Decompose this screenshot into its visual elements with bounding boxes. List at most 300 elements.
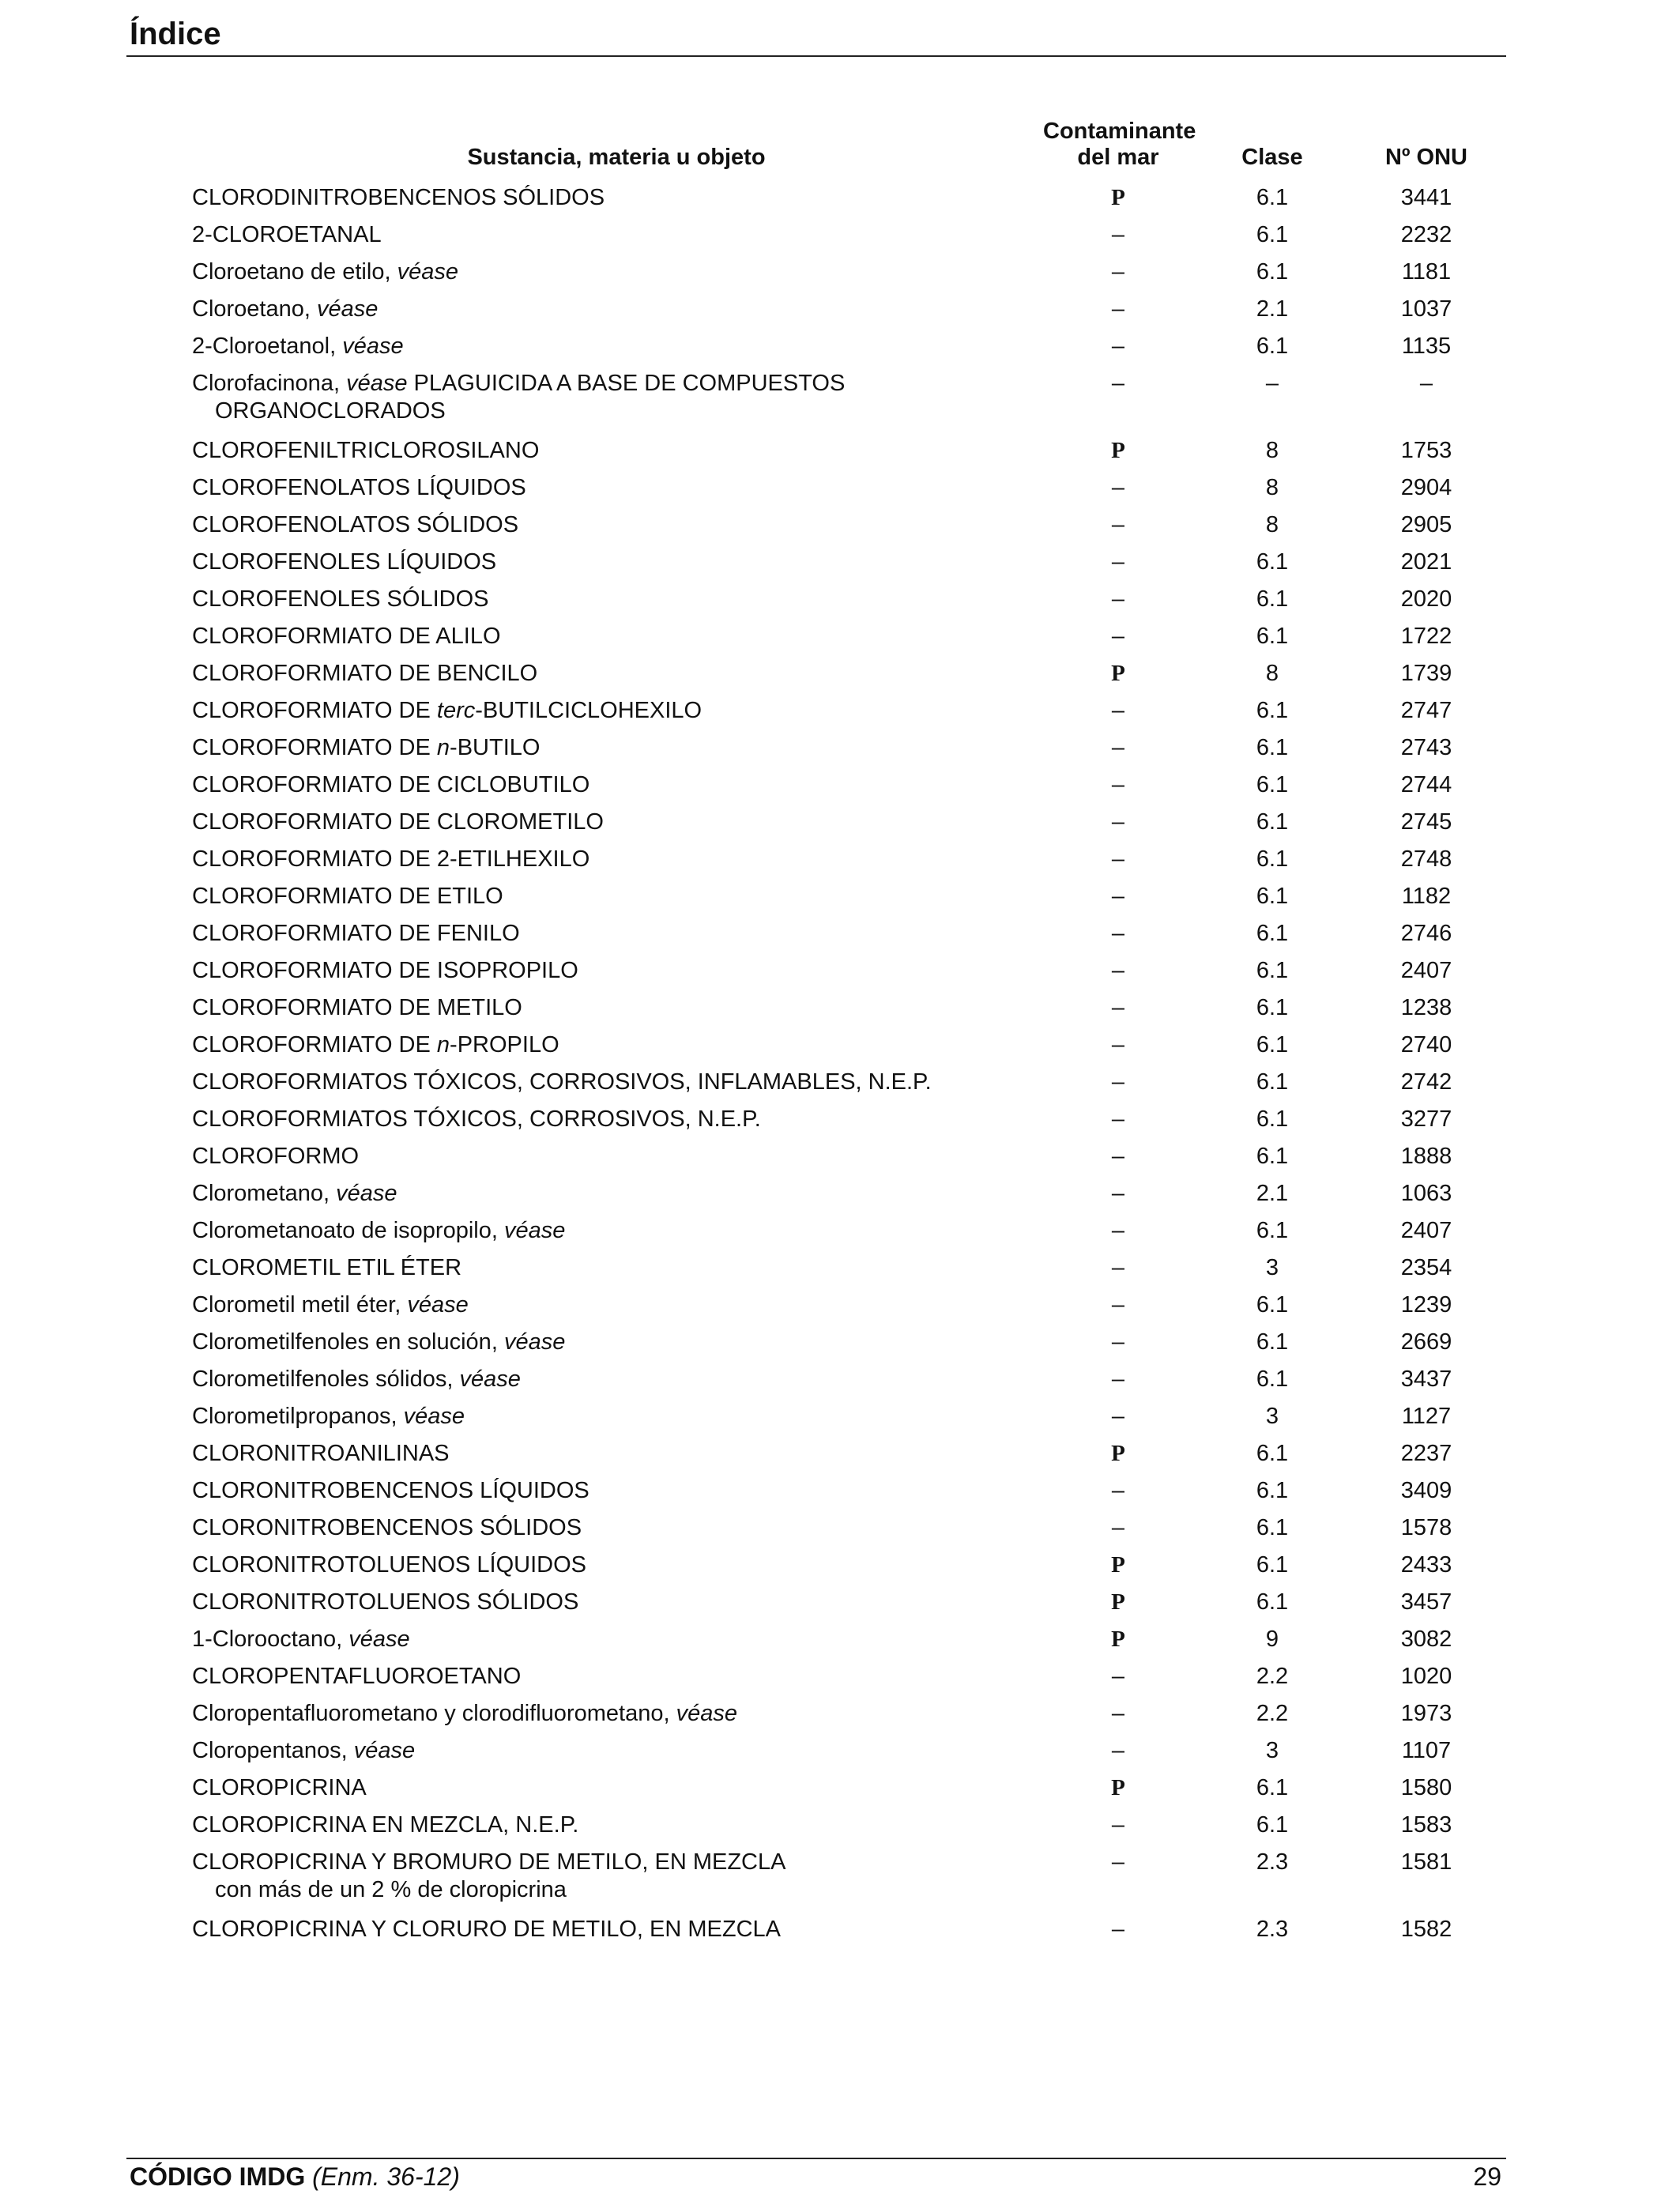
substance-name-text: CLOROPICRINA Y CLORURO DE METILO, EN MEZCLA xyxy=(192,1917,782,1942)
substance-name xyxy=(190,1325,1043,1362)
substance-name-italic: n xyxy=(436,735,450,760)
page-footer xyxy=(126,2158,1506,2194)
substance-name xyxy=(190,1287,1043,1325)
index-table xyxy=(190,119,1501,1949)
table-row xyxy=(190,1250,1501,1287)
un-number-cell: 2747 xyxy=(1400,698,1452,723)
class-cell: 6.1 xyxy=(1256,1589,1289,1615)
substance-name-text: CLOROFORMIATO DE FENILO xyxy=(192,921,520,946)
substance-name-text: CLOROFORMO xyxy=(192,1144,360,1169)
substance-name-italic: véase xyxy=(459,1367,521,1392)
table-row xyxy=(190,730,1501,767)
substance-name-text: CLOROFORMIATO DE ALILO xyxy=(192,624,501,649)
substance-name xyxy=(190,180,1043,217)
substance-name xyxy=(190,507,1043,545)
column-header-un-number: Nº ONU xyxy=(1384,145,1468,170)
marine-pollutant-cell: – xyxy=(1111,371,1125,396)
substance-name xyxy=(190,990,1043,1027)
substance-name-italic: véase xyxy=(676,1701,737,1726)
table-row xyxy=(190,1213,1501,1250)
table-row xyxy=(190,1436,1501,1473)
substance-name-text: CLORODINITROBENCENOS SÓLIDOS xyxy=(192,185,605,210)
class-cell: 6.1 xyxy=(1256,334,1289,359)
substance-name-text: -PROPILO xyxy=(450,1032,559,1057)
substance-name-text: CLORONITROBENCENOS SÓLIDOS xyxy=(192,1515,582,1540)
page-title: Índice xyxy=(130,17,221,51)
page-number: 29 xyxy=(1473,2162,1501,2191)
substance-name-text: CLOROFORMIATO DE CLOROMETILO xyxy=(192,809,604,835)
substance-name-text: CLORONITROTOLUENOS LÍQUIDOS xyxy=(192,1552,586,1578)
substance-name xyxy=(190,1027,1043,1065)
table-row xyxy=(190,1547,1501,1585)
substance-name xyxy=(190,433,1043,470)
substance-name xyxy=(190,470,1043,507)
un-number-cell: 1888 xyxy=(1400,1144,1452,1169)
un-number-cell: 3441 xyxy=(1400,185,1452,210)
header-row xyxy=(190,119,1501,180)
marine-pollutant-cell: – xyxy=(1111,475,1125,500)
class-cell: 6.1 xyxy=(1256,772,1289,797)
class-cell: 6.1 xyxy=(1256,735,1289,760)
class-cell: 6.1 xyxy=(1256,1218,1289,1243)
marine-pollutant-cell: – xyxy=(1111,1292,1125,1318)
substance-name xyxy=(190,656,1043,693)
table-row xyxy=(190,1325,1501,1362)
table-row xyxy=(190,990,1501,1027)
substance-name-italic: véase xyxy=(348,1627,410,1652)
class-cell: 6.1 xyxy=(1256,1367,1289,1392)
table-row xyxy=(190,1287,1501,1325)
marine-pollutant-cell: P xyxy=(1111,1775,1125,1800)
substance-name xyxy=(190,1250,1043,1287)
un-number-cell: 2746 xyxy=(1400,921,1452,946)
marine-pollutant-cell: – xyxy=(1111,222,1125,247)
class-cell: 6.1 xyxy=(1256,1032,1289,1057)
marine-pollutant-cell: – xyxy=(1111,1664,1125,1689)
class-cell: 8 xyxy=(1265,475,1279,500)
substance-name xyxy=(190,1436,1043,1473)
un-number-cell: 1753 xyxy=(1400,438,1452,463)
table-row xyxy=(190,1176,1501,1213)
substance-name-text: CLOROFORMIATO DE METILO xyxy=(192,995,522,1020)
table-row xyxy=(190,1808,1501,1845)
class-cell: 6.1 xyxy=(1256,958,1289,983)
marine-pollutant-cell: – xyxy=(1111,1255,1125,1280)
substance-name xyxy=(190,953,1043,990)
table-row xyxy=(190,433,1501,470)
un-number-cell: 2740 xyxy=(1400,1032,1452,1057)
substance-name-text: CLORONITROBENCENOS LÍQUIDOS xyxy=(192,1478,590,1503)
table-row xyxy=(190,582,1501,619)
marine-pollutant-cell: – xyxy=(1111,809,1125,835)
substance-name xyxy=(190,916,1043,953)
un-number-cell: 1239 xyxy=(1400,1292,1452,1318)
table-header xyxy=(190,119,1501,180)
substance-name-continuation xyxy=(192,398,1043,425)
un-number-cell: 2904 xyxy=(1400,475,1452,500)
substance-name xyxy=(190,1585,1043,1622)
un-number-cell: 1580 xyxy=(1400,1775,1452,1800)
table-row xyxy=(190,470,1501,507)
substance-name-text: CLOROFORMIATO DE BENCILO xyxy=(192,661,538,686)
table-row xyxy=(190,619,1501,656)
class-cell: 2.2 xyxy=(1256,1701,1289,1726)
table-row xyxy=(190,366,1501,433)
marine-pollutant-cell: P xyxy=(1111,185,1125,210)
un-number-cell: 1722 xyxy=(1400,624,1452,649)
marine-pollutant-cell: – xyxy=(1111,995,1125,1020)
substance-name xyxy=(190,767,1043,805)
class-cell: 6.1 xyxy=(1256,884,1289,909)
un-number-cell: 2407 xyxy=(1400,958,1452,983)
substance-name xyxy=(190,582,1043,619)
substance-name-italic: véase xyxy=(397,259,458,285)
class-cell: 6.1 xyxy=(1256,809,1289,835)
marine-pollutant-cell: – xyxy=(1111,512,1125,537)
substance-name-text: Cloroetano, xyxy=(192,296,317,322)
class-cell: 6.1 xyxy=(1256,1329,1289,1355)
substance-name-italic: véase xyxy=(407,1292,469,1318)
un-number-cell: 1037 xyxy=(1400,296,1452,322)
un-number-cell: 1135 xyxy=(1401,334,1452,359)
table-row xyxy=(190,879,1501,916)
substance-name-text: CLOROFORMIATO DE ETILO xyxy=(192,884,503,909)
un-number-cell: 1739 xyxy=(1400,661,1452,686)
table-body xyxy=(190,180,1501,1949)
page-header xyxy=(126,14,1506,57)
substance-name-continuation-text: con más de un 2 % de cloropicrina xyxy=(215,1877,567,1902)
marine-pollutant-cell: – xyxy=(1111,921,1125,946)
class-cell: 2.1 xyxy=(1256,1181,1289,1206)
table-row xyxy=(190,507,1501,545)
table-row xyxy=(190,1845,1501,1912)
table-row xyxy=(190,1027,1501,1065)
marine-pollutant-cell: – xyxy=(1111,1849,1125,1875)
substance-name-text: CLOROFORMIATO DE xyxy=(192,1032,437,1057)
un-number-cell: 3082 xyxy=(1400,1627,1452,1652)
marine-pollutant-cell: – xyxy=(1111,1478,1125,1503)
table-row xyxy=(190,217,1501,254)
substance-name-italic: véase xyxy=(317,296,379,322)
class-cell: 6.1 xyxy=(1256,586,1289,612)
marine-pollutant-cell: – xyxy=(1111,586,1125,612)
substance-name xyxy=(190,292,1043,329)
class-cell: 6.1 xyxy=(1256,624,1289,649)
un-number-cell: 1181 xyxy=(1401,259,1452,285)
table-row xyxy=(190,805,1501,842)
substance-name xyxy=(190,619,1043,656)
substance-name-text: CLOROFORMIATO DE xyxy=(192,735,437,760)
class-cell: 2.1 xyxy=(1256,296,1289,322)
substance-name-continuation-text: ORGANOCLORADOS xyxy=(215,398,446,424)
marine-pollutant-cell: P xyxy=(1111,661,1125,686)
substance-name-text: CLOROFORMIATO DE CICLOBUTILO xyxy=(192,772,590,797)
substance-name-italic: terc xyxy=(436,698,476,723)
substance-name-text: CLOROFENOLES SÓLIDOS xyxy=(192,586,489,612)
un-number-cell: 2021 xyxy=(1400,549,1452,575)
substance-name-text: 2-CLOROETANAL xyxy=(192,222,382,247)
un-number-cell: – xyxy=(1419,371,1433,396)
substance-name xyxy=(190,1696,1043,1733)
class-cell: 6.1 xyxy=(1256,185,1289,210)
substance-name-text: 1-Clorooctano, xyxy=(192,1627,349,1652)
marine-pollutant-cell: – xyxy=(1111,1106,1125,1132)
footer-code xyxy=(130,2162,460,2191)
substance-name-continuation xyxy=(192,1876,1043,1904)
marine-pollutant-cell: – xyxy=(1111,1404,1125,1429)
substance-name-italic: véase xyxy=(342,334,404,359)
marine-pollutant-cell: – xyxy=(1111,1144,1125,1169)
substance-name-italic: véase xyxy=(503,1329,566,1355)
substance-name xyxy=(190,693,1043,730)
class-cell: 8 xyxy=(1265,438,1279,463)
substance-name xyxy=(190,1473,1043,1510)
substance-name xyxy=(190,805,1043,842)
table-row xyxy=(190,1733,1501,1770)
substance-name-text: CLOROPICRINA Y BROMURO DE METILO, EN MEZCLA xyxy=(192,1849,786,1875)
un-number-cell: 2905 xyxy=(1400,512,1452,537)
class-cell: 8 xyxy=(1265,512,1279,537)
substance-name xyxy=(190,254,1043,292)
class-cell: – xyxy=(1265,371,1279,396)
class-cell: 3 xyxy=(1265,1255,1279,1280)
substance-name-text: CLOROFORMIATO DE xyxy=(192,698,437,723)
footer-amendment: (Enm. 36-12) xyxy=(312,2162,460,2191)
table-row xyxy=(190,1510,1501,1547)
substance-name xyxy=(190,1547,1043,1585)
substance-name xyxy=(190,1065,1043,1102)
table-row xyxy=(190,545,1501,582)
class-cell: 6.1 xyxy=(1256,1552,1289,1578)
un-number-cell: 2744 xyxy=(1400,772,1452,797)
substance-name-text: Clorometilfenoles en solución, xyxy=(192,1329,504,1355)
table-row xyxy=(190,953,1501,990)
substance-name-text: Clorometano, xyxy=(192,1181,337,1206)
substance-name-text: CLOROPICRINA xyxy=(192,1775,367,1800)
substance-name-text: Cloroetano de etilo, xyxy=(192,259,397,285)
substance-name-text: Cloropentanos, xyxy=(192,1738,354,1763)
class-cell: 6.1 xyxy=(1256,1441,1289,1466)
substance-name xyxy=(190,1399,1043,1436)
marine-pollutant-cell: – xyxy=(1111,772,1125,797)
substance-name-text: Clorometil metil éter, xyxy=(192,1292,408,1318)
class-cell: 6.1 xyxy=(1256,1478,1289,1503)
substance-name-italic: véase xyxy=(336,1181,397,1206)
un-number-cell: 3437 xyxy=(1400,1367,1452,1392)
substance-name xyxy=(190,1912,1043,1949)
substance-name-text: CLOROFORMIATOS TÓXICOS, CORROSIVOS, N.E.P. xyxy=(192,1106,761,1132)
substance-name-text: CLOROMETIL ETIL ÉTER xyxy=(192,1255,462,1280)
marine-pollutant-cell: – xyxy=(1111,1069,1125,1095)
class-cell: 2.3 xyxy=(1256,1849,1289,1875)
substance-name-text: -BUTILCICLOHEXILO xyxy=(475,698,703,723)
substance-name-text: PLAGUICIDA A BASE DE COMPUESTOS xyxy=(407,371,846,396)
marine-pollutant-cell: – xyxy=(1111,958,1125,983)
marine-pollutant-cell: – xyxy=(1111,1367,1125,1392)
substance-name xyxy=(190,879,1043,916)
marine-pollutant-cell: – xyxy=(1111,549,1125,575)
class-cell: 6.1 xyxy=(1256,921,1289,946)
class-cell: 2.2 xyxy=(1256,1664,1289,1689)
un-number-cell: 3457 xyxy=(1400,1589,1452,1615)
table-row xyxy=(190,1770,1501,1808)
table-row xyxy=(190,329,1501,366)
table-row xyxy=(190,1912,1501,1949)
table-row xyxy=(190,254,1501,292)
marine-pollutant-cell: – xyxy=(1111,1812,1125,1838)
substance-name-text: 2-Cloroetanol, xyxy=(192,334,343,359)
substance-name-text: CLORONITROTOLUENOS SÓLIDOS xyxy=(192,1589,579,1615)
un-number-cell: 1582 xyxy=(1400,1917,1452,1942)
substance-name xyxy=(190,1659,1043,1696)
table-row xyxy=(190,1102,1501,1139)
substance-name-italic: véase xyxy=(346,371,408,396)
marine-pollutant-cell: – xyxy=(1111,698,1125,723)
substance-name-italic: véase xyxy=(403,1404,465,1429)
un-number-cell: 2237 xyxy=(1400,1441,1452,1466)
substance-name-text: Clorofacinona, xyxy=(192,371,347,396)
column-header-class: Clase xyxy=(1241,145,1303,170)
class-cell: 3 xyxy=(1265,1738,1279,1763)
column-header-substance: Sustancia, materia u objeto xyxy=(467,145,766,170)
un-number-cell: 1581 xyxy=(1400,1849,1452,1875)
substance-name xyxy=(190,1139,1043,1176)
un-number-cell: 2669 xyxy=(1400,1329,1452,1355)
un-number-cell: 1107 xyxy=(1401,1738,1452,1763)
class-cell: 2.3 xyxy=(1256,1917,1289,1942)
substance-name xyxy=(190,842,1043,879)
class-cell: 6.1 xyxy=(1256,259,1289,285)
class-cell: 6.1 xyxy=(1256,698,1289,723)
substance-name xyxy=(190,1622,1043,1659)
substance-name-text: Clorometanoato de isopropilo, xyxy=(192,1218,504,1243)
marine-pollutant-cell: – xyxy=(1111,1701,1125,1726)
substance-name xyxy=(190,1510,1043,1547)
substance-name-text: CLOROFORMIATO DE ISOPROPILO xyxy=(192,958,578,983)
footer-code-name: CÓDIGO IMDG xyxy=(130,2162,306,2191)
class-cell: 6.1 xyxy=(1256,549,1289,575)
marine-pollutant-cell: P xyxy=(1111,1441,1125,1466)
substance-name xyxy=(190,329,1043,366)
un-number-cell: 2745 xyxy=(1400,809,1452,835)
substance-name-text: CLOROFORMIATO DE 2-ETILHEXILO xyxy=(192,846,590,872)
marine-pollutant-cell: – xyxy=(1111,296,1125,322)
substance-name xyxy=(190,1102,1043,1139)
substance-name-text: -BUTILO xyxy=(450,735,541,760)
marine-pollutant-cell: – xyxy=(1111,1181,1125,1206)
table-row xyxy=(190,656,1501,693)
substance-name xyxy=(190,217,1043,254)
column-header-marine-pollutant-line2: del mar xyxy=(1077,145,1159,170)
table-row xyxy=(190,1065,1501,1102)
class-cell: 9 xyxy=(1265,1627,1279,1652)
class-cell: 6.1 xyxy=(1256,1069,1289,1095)
un-number-cell: 2743 xyxy=(1400,735,1452,760)
marine-pollutant-cell: – xyxy=(1111,735,1125,760)
substance-name-text: CLOROFENOLES LÍQUIDOS xyxy=(192,549,497,575)
un-number-cell: 1583 xyxy=(1400,1812,1452,1838)
table-row xyxy=(190,1399,1501,1436)
table-row xyxy=(190,1585,1501,1622)
marine-pollutant-cell: P xyxy=(1111,1552,1125,1578)
marine-pollutant-cell: P xyxy=(1111,1627,1125,1652)
table-row xyxy=(190,1696,1501,1733)
substance-name-text: CLOROPENTAFLUOROETANO xyxy=(192,1664,522,1689)
marine-pollutant-cell: – xyxy=(1111,884,1125,909)
substance-name xyxy=(190,1770,1043,1808)
class-cell: 6.1 xyxy=(1256,1144,1289,1169)
table-row xyxy=(190,842,1501,879)
substance-name-italic: véase xyxy=(503,1218,566,1243)
class-cell: 6.1 xyxy=(1256,846,1289,872)
un-number-cell: 2748 xyxy=(1400,846,1452,872)
un-number-cell: 1182 xyxy=(1401,884,1452,909)
substance-name-text: Clorometilpropanos, xyxy=(192,1404,404,1429)
un-number-cell: 1578 xyxy=(1400,1515,1452,1540)
class-cell: 6.1 xyxy=(1256,222,1289,247)
substance-name xyxy=(190,1845,1043,1912)
marine-pollutant-cell: – xyxy=(1111,846,1125,872)
un-number-cell: 1238 xyxy=(1400,995,1452,1020)
marine-pollutant-cell: – xyxy=(1111,624,1125,649)
un-number-cell: 3409 xyxy=(1400,1478,1452,1503)
substance-name-text: Clorometilfenoles sólidos, xyxy=(192,1367,460,1392)
substance-name xyxy=(190,1176,1043,1213)
class-cell: 6.1 xyxy=(1256,1812,1289,1838)
substance-name xyxy=(190,1213,1043,1250)
table-row xyxy=(190,916,1501,953)
table-row xyxy=(190,292,1501,329)
marine-pollutant-cell: – xyxy=(1111,259,1125,285)
substance-name-italic: véase xyxy=(353,1738,416,1763)
marine-pollutant-cell: – xyxy=(1111,1917,1125,1942)
un-number-cell: 2020 xyxy=(1400,586,1452,612)
un-number-cell: 2742 xyxy=(1400,1069,1452,1095)
table-row xyxy=(190,180,1501,217)
table-row xyxy=(190,693,1501,730)
marine-pollutant-cell: P xyxy=(1111,1589,1125,1615)
marine-pollutant-cell: – xyxy=(1111,1738,1125,1763)
column-header-marine-pollutant-line1: Contaminante xyxy=(1043,119,1196,144)
substance-name xyxy=(190,545,1043,582)
table-row xyxy=(190,1622,1501,1659)
substance-name xyxy=(190,1808,1043,1845)
class-cell: 8 xyxy=(1265,661,1279,686)
un-number-cell: 1063 xyxy=(1400,1181,1452,1206)
substance-name-text: CLOROFORMIATOS TÓXICOS, CORROSIVOS, INFLAMABLES, N.E.P. xyxy=(192,1069,932,1095)
substance-name xyxy=(190,730,1043,767)
substance-name-text: CLOROPICRINA EN MEZCLA, N.E.P. xyxy=(192,1812,579,1838)
marine-pollutant-cell: P xyxy=(1111,438,1125,463)
class-cell: 6.1 xyxy=(1256,1775,1289,1800)
substance-name xyxy=(190,1362,1043,1399)
table-row xyxy=(190,767,1501,805)
table-row xyxy=(190,1362,1501,1399)
un-number-cell: 1020 xyxy=(1400,1664,1452,1689)
un-number-cell: 2232 xyxy=(1400,222,1452,247)
marine-pollutant-cell: – xyxy=(1111,1515,1125,1540)
un-number-cell: 1973 xyxy=(1400,1701,1452,1726)
substance-name xyxy=(190,366,1043,433)
table-row xyxy=(190,1473,1501,1510)
class-cell: 3 xyxy=(1265,1404,1279,1429)
marine-pollutant-cell: – xyxy=(1111,334,1125,359)
un-number-cell: 1127 xyxy=(1401,1404,1452,1429)
class-cell: 6.1 xyxy=(1256,1515,1289,1540)
substance-name-text: CLOROFENOLATOS LÍQUIDOS xyxy=(192,475,526,500)
substance-name-italic: n xyxy=(436,1032,450,1057)
un-number-cell: 2433 xyxy=(1400,1552,1452,1578)
